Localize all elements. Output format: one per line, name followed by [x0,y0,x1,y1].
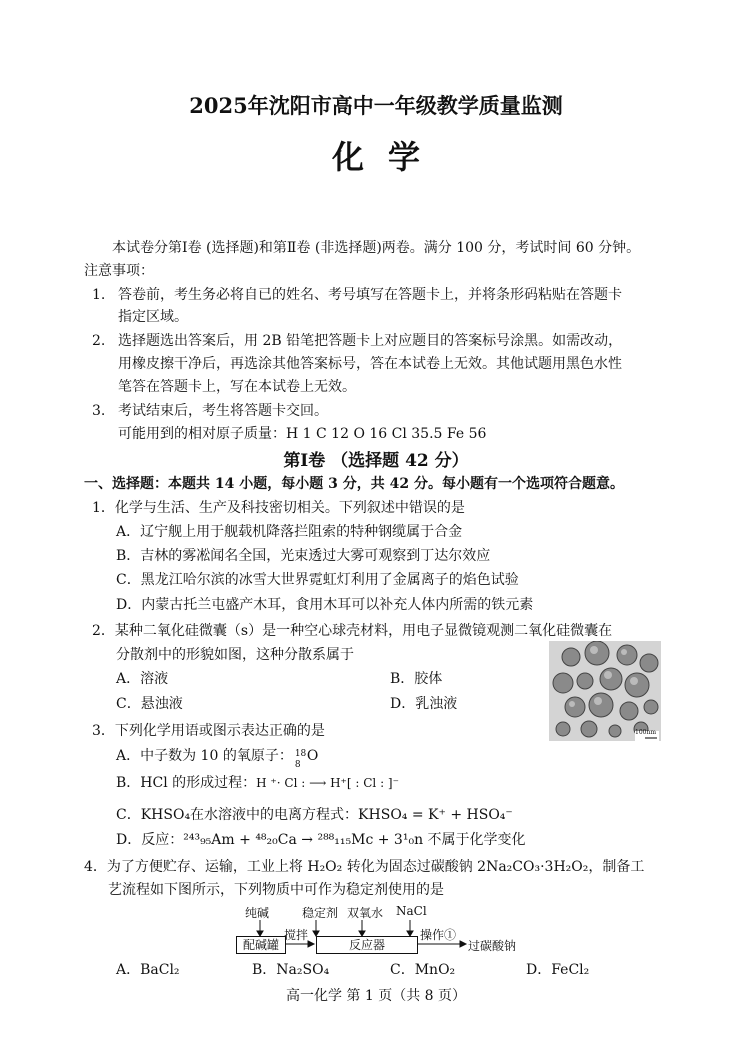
q3-option-b-formula: H ⁺· Cl : ⟶ H⁺[ : Cl : ]⁻ [256,776,399,790]
q2-stem: 分散剂中的形貌如图，这种分散系属于 [116,647,354,663]
q4-stem: 4．为了方便贮存、运输，工业上将 H₂O₂ 转化为固态过碳酸钠 2Na₂CO₃·3H₂O₂，制备工 [84,859,645,875]
q3-option-d-prefix: D．反应： [116,832,184,848]
q2-option-a: A．溶液 [116,671,169,687]
isotope-notation [293,746,307,770]
q3-option-d [116,830,526,850]
exam-title: 2025年沈阳市高中一年级教学质量监测 [189,93,563,118]
mass-number: 18 [294,749,307,759]
subject-title: 化学 [331,138,444,176]
section-instruction: 一、选择题：本题共 14 小题，每小题 3 分，共 42 分。每小题有一个选项符合题意。 [84,476,624,492]
q1-option-b: B．吉林的雾凇闻名全国，光束透过大雾可观察到丁达尔效应 [116,548,491,564]
q1-option-d: D．内蒙古托兰屯盛产木耳，食用木耳可以补充人体内所需的铁元素 [116,597,534,613]
q2-stem: 2．某种二氧化硅微囊（s）是一种空心球壳材料，用电子显微镜观测二氧化硅微囊在 [92,623,613,639]
flow-input-nacl: NaCl [396,904,427,918]
notice-title: 注意事项： [84,263,154,279]
flow-arrow-label-operation: 操作① [420,928,457,942]
flow-input-stabilizer: 稳定剂 [302,906,339,920]
note-2-line: 选择题选出答案后，用 2B 铅笔把答题卡上对应题目的答案标号涂黑。如需改动， [118,333,623,349]
scale-label: 100nm [635,729,657,736]
flow-box-mixer: 配碱罐 [236,936,286,954]
note-3-num: 3. [92,403,106,419]
note-1-line: 答卷前，考生务必将自已的姓名、考号填写在答题卡上，并将条形码粘贴在答题卡 [118,287,622,303]
flow-input-h2o2: 双氧水 [347,906,384,920]
note-2-num: 2. [92,333,106,349]
intro-line: 本试卷分第Ⅰ卷 (选择题)和第Ⅱ卷 (非选择题)两卷。满分 100 分，考试时间 60 分钟。 [112,240,641,256]
flow-arrow-label-stir: 搅拌 [284,928,309,942]
flow-input-soda: 纯碱 [245,906,270,920]
q3-option-b-text: B．HCl 的形成过程： [116,775,257,791]
q4-option-d: D．FeCl₂ [526,962,590,978]
element-symbol: O [306,748,319,764]
atomic-number: 8 [294,760,301,770]
page-footer: 高一化学 第 1 页（共 8 页） [285,988,467,1004]
q3-option-d-reaction: ²⁴³₉₅Am + ⁴⁸₂₀Ca → ²⁸⁸₁₁₅Mc + 3¹₀n [183,832,424,848]
q2-option-c: C．悬浊液 [116,696,183,712]
q1-option-a: A．辽宁舰上用于舰载机降落拦阻索的特种钢缆属于合金 [116,524,463,540]
q4-option-b: B．Na₂SO₄ [252,962,330,978]
q3-option-b [116,773,399,793]
note-2-line: 笔答在答题卡上，写在本试卷上无效。 [118,379,356,395]
note-3-line: 考试结束后，考生将答题卡交回。 [118,403,328,419]
q3-stem: 3．下列化学用语或图示表达正确的是 [92,723,325,739]
flow-box-reactor: 反应器 [316,936,418,954]
q3-option-a-text: A．中子数为 10 的氧原子： [116,748,293,764]
flow-output: 过碳酸钠 [468,939,517,953]
q1-option-c: C．黑龙江哈尔滨的冰雪大世界霓虹灯利用了金属离子的焰色试验 [116,572,519,588]
note-2-line: 用橡皮擦干净后，再选涂其他答案标号，答在本试卷上无效。其他试题用黑色水性 [118,356,622,372]
note-1-num: 1. [92,287,106,303]
q2-option-b: B．胶体 [390,671,443,687]
q3-option-c: C．KHSO₄在水溶液中的电离方程式：KHSO₄ = K⁺ + HSO₄⁻ [116,807,513,823]
microscope-image [549,641,661,741]
q4-stem: 艺流程如下图所示，下列物质中可作为稳定剂使用的是 [108,882,444,898]
q4-option-a: A．BaCl₂ [116,962,180,978]
note-1-line: 指定区域。 [118,309,188,325]
section-title: 第Ⅰ卷 （选择题 42 分） [283,451,469,471]
q3-option-d-suffix: 不属于化学变化 [423,832,526,848]
q2-option-d: D．乳浊液 [390,696,458,712]
q3-option-a [116,746,319,770]
atomic-mass-line: 可能用到的相对原子质量：H 1 C 12 O 16 Cl 35.5 Fe 56 [118,426,487,442]
q4-option-c: C．MnO₂ [390,962,456,978]
q1-stem: 1．化学与生活、生产及科技密切相关。下列叙述中错误的是 [92,500,465,516]
